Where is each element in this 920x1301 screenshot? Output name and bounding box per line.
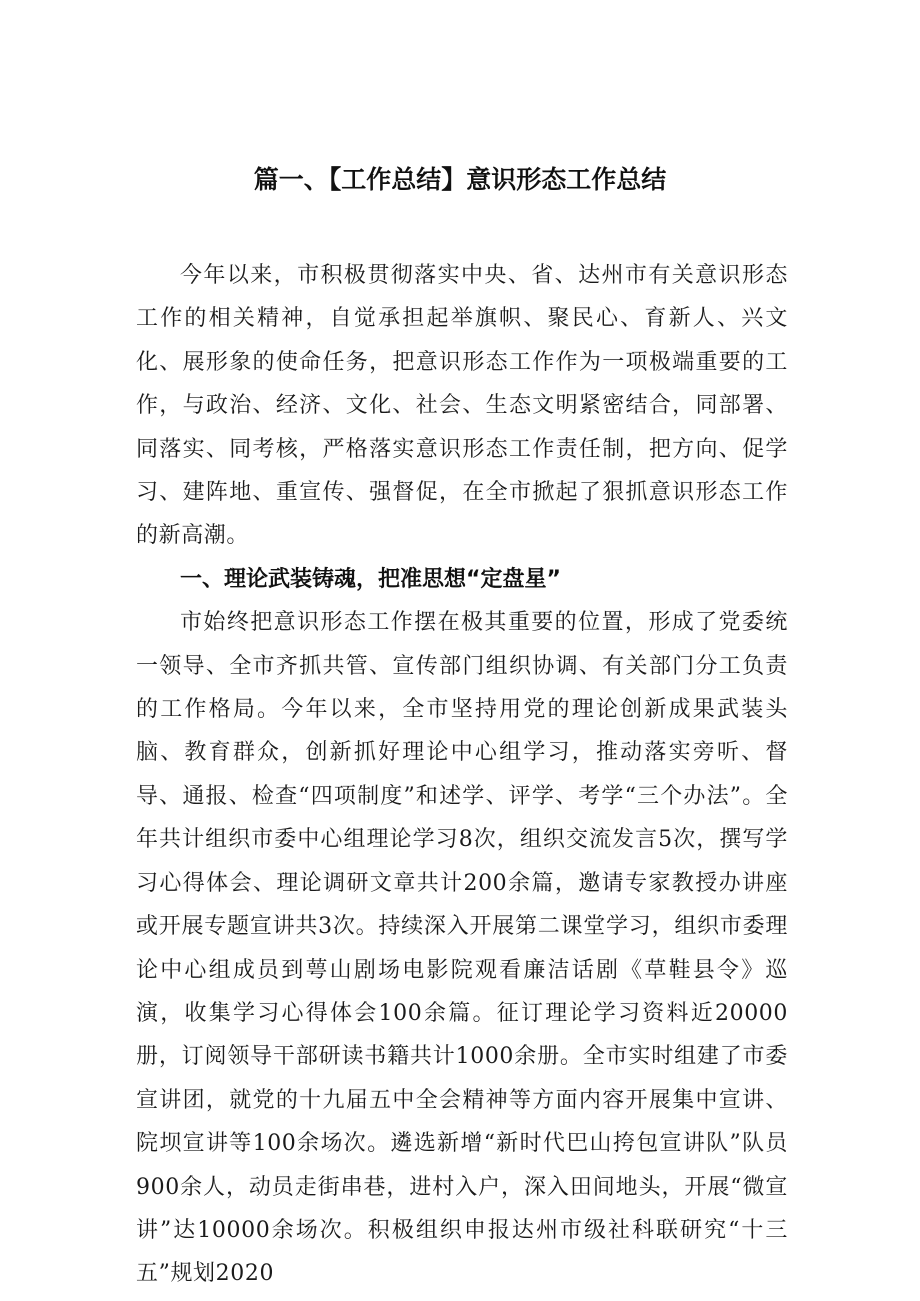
- section-heading: 一、理论武装铸魂，把准思想“定盘星”: [180, 566, 561, 592]
- intro-paragraph: 今年以来，市积极贯彻落实中央、省、达州市有关意识形态工作的相关精神，自觉承担起举旗帜、聚民心、育新人、兴文化、展形象的使命任务，把意识形态工作作为一项极端重要的工作，与政治、经济、文化、社会、生态文明紧密结合，同部署、同落实、同考核，严格落实意识形态工作责任制，把方向、促学习、建阵地、重宣传、强督促，在全市掀起了狠抓意识形态工作的新高潮。: [136, 263, 788, 549]
- document-body: [136, 254, 788, 1296]
- section-paragraph: 市始终把意识形态工作摆在极其重要的位置，形成了党委统一领导、全市齐抓共管、宣传部门组织协调、有关部门分工负责的工作格局。今年以来，全市坚持用党的理论创新成果武装头脑、教育群众，创新抓好理论中心组学习，推动落实旁听、督导、通报、检查“四项制度”和述学、评学、考学“三个办法”。全年共计组织市委中心组理论学习8次，组织交流发言5次，撰写学习心得体会、理论调研文章共计200余篇，邀请专家教授办讲座或开展专题宣讲共3次。持续深入开展第二课堂学习，组织市委理论中心组成员到萼山剧场电影院观看廉洁话剧《草鞋县令》巡演，收集学习心得体会100余篇。征订理论学习资料近20000册，订阅领导干部研读书籍共计1000余册。全市实时组建了市委宣讲团，就党的十九届五中全会精神等方面内容开展集中宣讲、院坝宣讲等100余场次。遴选新增“新时代巴山挎包宣讲队”队员900余人，动员走街串巷，进村入户，深入田间地头，开展“微宣讲”达10000余场次。积极组织申报达州市级社科联研究“十三五”规划2020: [136, 610, 788, 1287]
- document-title: 篇一、【工作总结】意识形态工作总结: [253, 165, 667, 194]
